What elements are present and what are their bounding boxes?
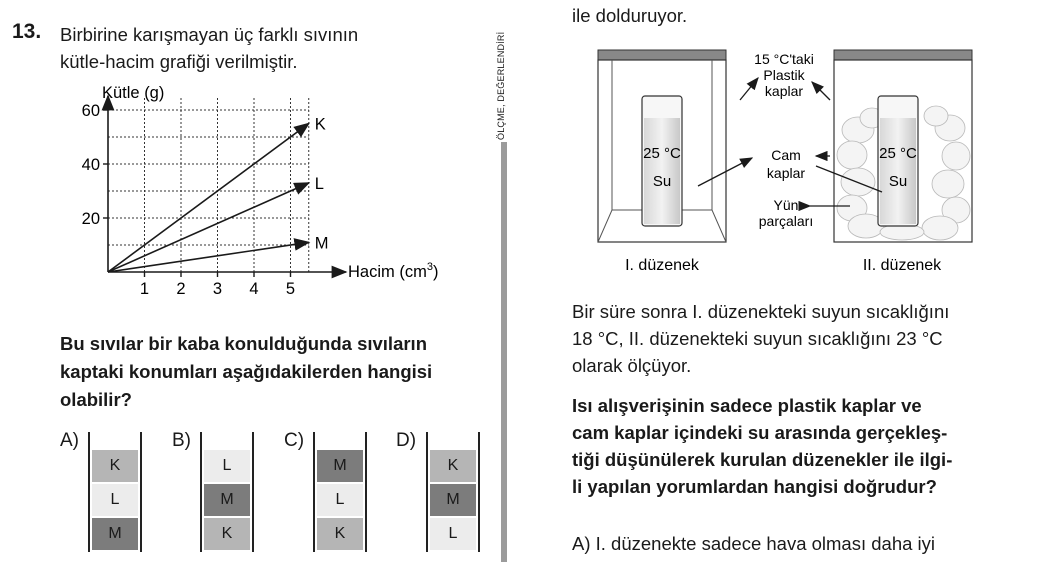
y-tick-label: 20	[81, 210, 100, 228]
y-tick-label: 40	[81, 156, 100, 174]
y-axis-label: Kütle (g)	[102, 84, 165, 102]
series-line-K	[108, 124, 309, 273]
layer-cell: M	[92, 518, 138, 550]
mass-volume-chart	[70, 80, 470, 310]
layer-cell: M	[204, 484, 250, 516]
experiment-figure	[590, 40, 990, 280]
question-stem	[60, 21, 358, 75]
setup-2-caption: II. düzenek	[862, 257, 942, 274]
plastic-label-line1: 15 °C'taki	[754, 51, 814, 67]
setup-1-caption: I. düzenek	[625, 257, 699, 274]
option-d-container[interactable]	[426, 432, 480, 552]
bold-line: Isı alışverişinin sadece plastik kaplar ve	[572, 395, 922, 416]
series-line-M	[108, 242, 309, 272]
column-divider	[501, 142, 507, 562]
plastic-label-line3: kaplar	[764, 83, 804, 99]
plastic-label-line2: Plastik	[763, 67, 805, 83]
question-2-ask	[572, 392, 952, 500]
option-d-letter[interactable]: D)	[396, 430, 417, 451]
setup-2-liquid: Su	[888, 173, 908, 190]
ask-line: Bu sıvılar bir kaba konulduğunda sıvıların	[60, 333, 428, 354]
y-tick-label: 60	[81, 102, 100, 120]
ask-line: olabilir?	[60, 389, 132, 410]
wool-label-line2: parçaları	[758, 213, 814, 229]
series-label-M: M	[314, 234, 329, 253]
option-b-container[interactable]	[200, 432, 254, 552]
right-top-line: ile dolduruyor.	[572, 5, 688, 26]
option-a-letter[interactable]: A)	[60, 430, 79, 451]
option-c-letter[interactable]: C)	[284, 430, 305, 451]
option-a-text[interactable]: A) I. düzenekte sadece hava olması daha iyi	[572, 533, 936, 554]
wool-label-line1: Yün	[773, 197, 799, 213]
series-label-K: K	[314, 115, 326, 134]
x-tick-label: 3	[212, 280, 223, 298]
x-tick-label: 2	[176, 280, 186, 298]
bold-line: cam kaplar içindeki su arasında gerçekleş-	[572, 422, 948, 443]
setup-1-box	[598, 50, 726, 242]
setup-1-liquid: Su	[652, 173, 672, 190]
side-label: ÖLÇME, DEĞERLENDİRİ	[496, 31, 506, 140]
glass-label-line2: kaplar	[766, 165, 806, 181]
layer-cell: L	[92, 484, 138, 516]
series-label-L: L	[314, 174, 324, 193]
para-line: 18 °C, II. düzenekteki suyun sıcaklığını 23 °C	[572, 328, 943, 349]
question-number: 13.	[12, 20, 42, 43]
option-a-container[interactable]	[88, 432, 142, 552]
x-tick-label: 4	[249, 280, 259, 298]
bold-line: tiği düşünülerek kurulan düzenekler ile ilgi-	[572, 449, 953, 470]
layer-cell: L	[204, 450, 250, 482]
x-axis-label: Hacim $(cm^3)$	[348, 261, 439, 281]
layer-cell: M	[430, 484, 476, 516]
stem-line: Birbirine karışmayan üç farklı sıvının	[60, 24, 359, 45]
setup-2-temp: 25 °C	[879, 145, 917, 162]
chart-grid	[108, 97, 309, 273]
x-tick-label: 5	[285, 280, 296, 298]
setup-1-temp: 25 °C	[643, 145, 681, 162]
series-line-L	[108, 183, 309, 272]
stem-line: kütle-hacim grafiği verilmiştir.	[60, 51, 298, 72]
para-line: olarak ölçüyor.	[572, 355, 692, 376]
layer-cell: K	[317, 518, 363, 550]
layer-cell: L	[317, 484, 363, 516]
glass-label-line1: Cam	[771, 147, 801, 163]
para-line: Bir süre sonra I. düzenekteki suyun sıcaklığını	[572, 301, 950, 322]
option-b-letter[interactable]: B)	[172, 430, 191, 451]
x-tick-label: 1	[139, 280, 150, 298]
layer-cell: K	[92, 450, 138, 482]
layer-cell: K	[430, 450, 476, 482]
setup-2-box	[834, 50, 972, 242]
option-c-container[interactable]	[313, 432, 367, 552]
layer-cell: K	[204, 518, 250, 550]
result-paragraph	[572, 298, 949, 379]
ask-line: kaptaki konumları aşağıdakilerden hangisi	[60, 361, 433, 382]
layer-cell: L	[430, 518, 476, 550]
question-ask	[60, 330, 432, 414]
bold-line: li yapılan yorumlardan hangisi doğrudur?	[572, 476, 937, 497]
layer-cell: M	[317, 450, 363, 482]
